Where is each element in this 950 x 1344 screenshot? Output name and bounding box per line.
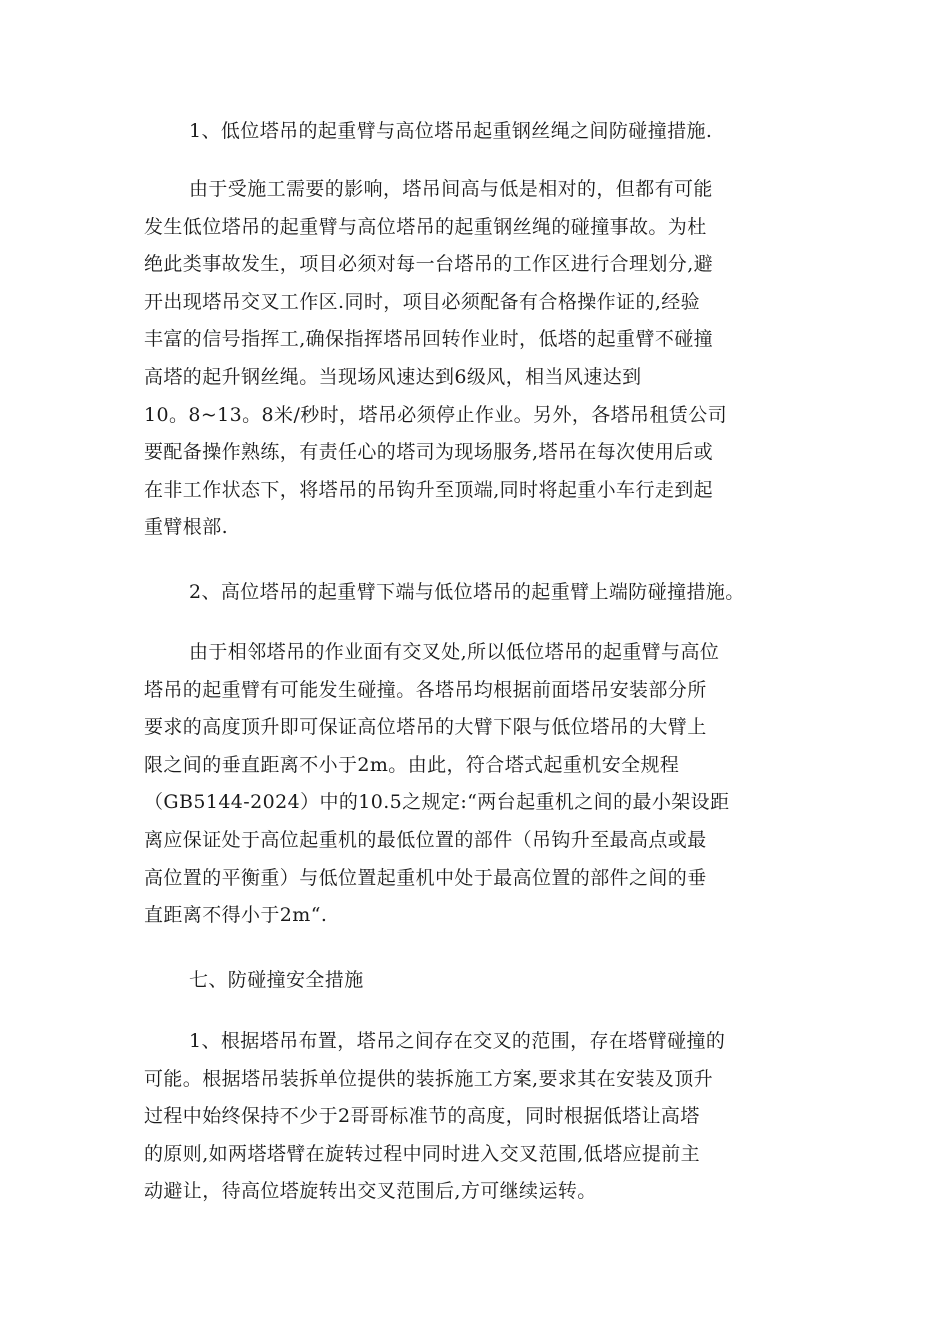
text-line: 由于相邻塔吊的作业面有交叉处,所以低位塔吊的起重臂与高位 — [189, 641, 720, 663]
paragraph-jib-collision — [144, 634, 844, 935]
section-heading-2 — [144, 574, 844, 612]
text-line: 1、低位塔吊的起重臂与高位塔吊起重钢丝绳之间防碰撞措施. — [189, 120, 713, 142]
text-line: 重臂根部. — [144, 516, 229, 539]
text-line: 可能。根据塔吊装拆单位提供的装拆施工方案,要求其在安装及顶升 — [144, 1067, 714, 1090]
section-heading-1 — [144, 113, 844, 151]
paragraph-safety-measures — [144, 1023, 844, 1211]
text-line: 的原则,如两塔塔臂在旋转过程中同时进入交叉范围,低塔应提前主 — [144, 1142, 701, 1165]
text-line: 直距离不得小于2m“. — [144, 904, 328, 927]
text-line: 2、高位塔吊的起重臂下端与低位塔吊的起重臂上端防碰撞措施。 — [189, 581, 745, 603]
text-line: 塔吊的起重臂有可能发生碰撞。各塔吊均根据前面塔吊安装部分所 — [144, 678, 707, 701]
text-line: 离应保证处于高位起重机的最低位置的部件（吊钩升至最高点或最 — [144, 828, 707, 851]
text-line: 要配备操作熟练，有责任心的塔司为现场服务,塔吊在每次使用后或 — [144, 441, 714, 464]
text-line: （GB5144-2024）中的10.5之规定:“两台起重机之间的最小架设距 — [144, 791, 730, 814]
text-line: 七、防碰撞安全措施 — [189, 969, 364, 991]
text-line: 高塔的起升钢丝绳。当现场风速达到6级风，相当风速达到 — [144, 365, 642, 388]
text-line: 动避让，待高位塔旋转出交叉范围后,方可继续运转。 — [144, 1180, 597, 1203]
text-line: 开出现塔吊交叉工作区.同时，项目必须配备有合格操作证的,经验 — [144, 290, 701, 313]
text-line: 绝此类事故发生，项目必须对每一台塔吊的工作区进行合理划分,避 — [144, 253, 714, 276]
text-line: 要求的高度顶升即可保证高位塔吊的大臂下限与低位塔吊的大臂上 — [144, 716, 707, 739]
text-line: 10。8~13。8米/秒时，塔吊必须停止作业。另外，各塔吊租赁公司 — [144, 403, 728, 426]
text-line: 发生低位塔吊的起重臂与高位塔吊的起重钢丝绳的碰撞事故。为杜 — [144, 215, 707, 238]
paragraph-wire-rope-collision — [144, 171, 844, 547]
text-line: 高位置的平衡重）与低位置起重机中处于最高位置的部件之间的垂 — [144, 866, 707, 889]
text-line: 过程中始终保持不少于2哥哥标准节的高度，同时根据低塔让高塔 — [144, 1105, 700, 1128]
section-heading-7 — [144, 962, 844, 1000]
text-line: 限之间的垂直距离不小于2m。由此，符合塔式起重机安全规程 — [144, 753, 680, 776]
text-line: 丰富的信号指挥工,确保指挥塔吊回转作业时，低塔的起重臂不碰撞 — [144, 328, 714, 351]
text-line: 在非工作状态下，将塔吊的吊钩升至顶端,同时将起重小车行走到起 — [144, 478, 714, 501]
text-line: 1、根据塔吊布置，塔吊之间存在交叉的范围，存在塔臂碰撞的 — [189, 1030, 726, 1052]
text-line: 由于受施工需要的影响，塔吊间高与低是相对的，但都有可能 — [189, 178, 713, 200]
